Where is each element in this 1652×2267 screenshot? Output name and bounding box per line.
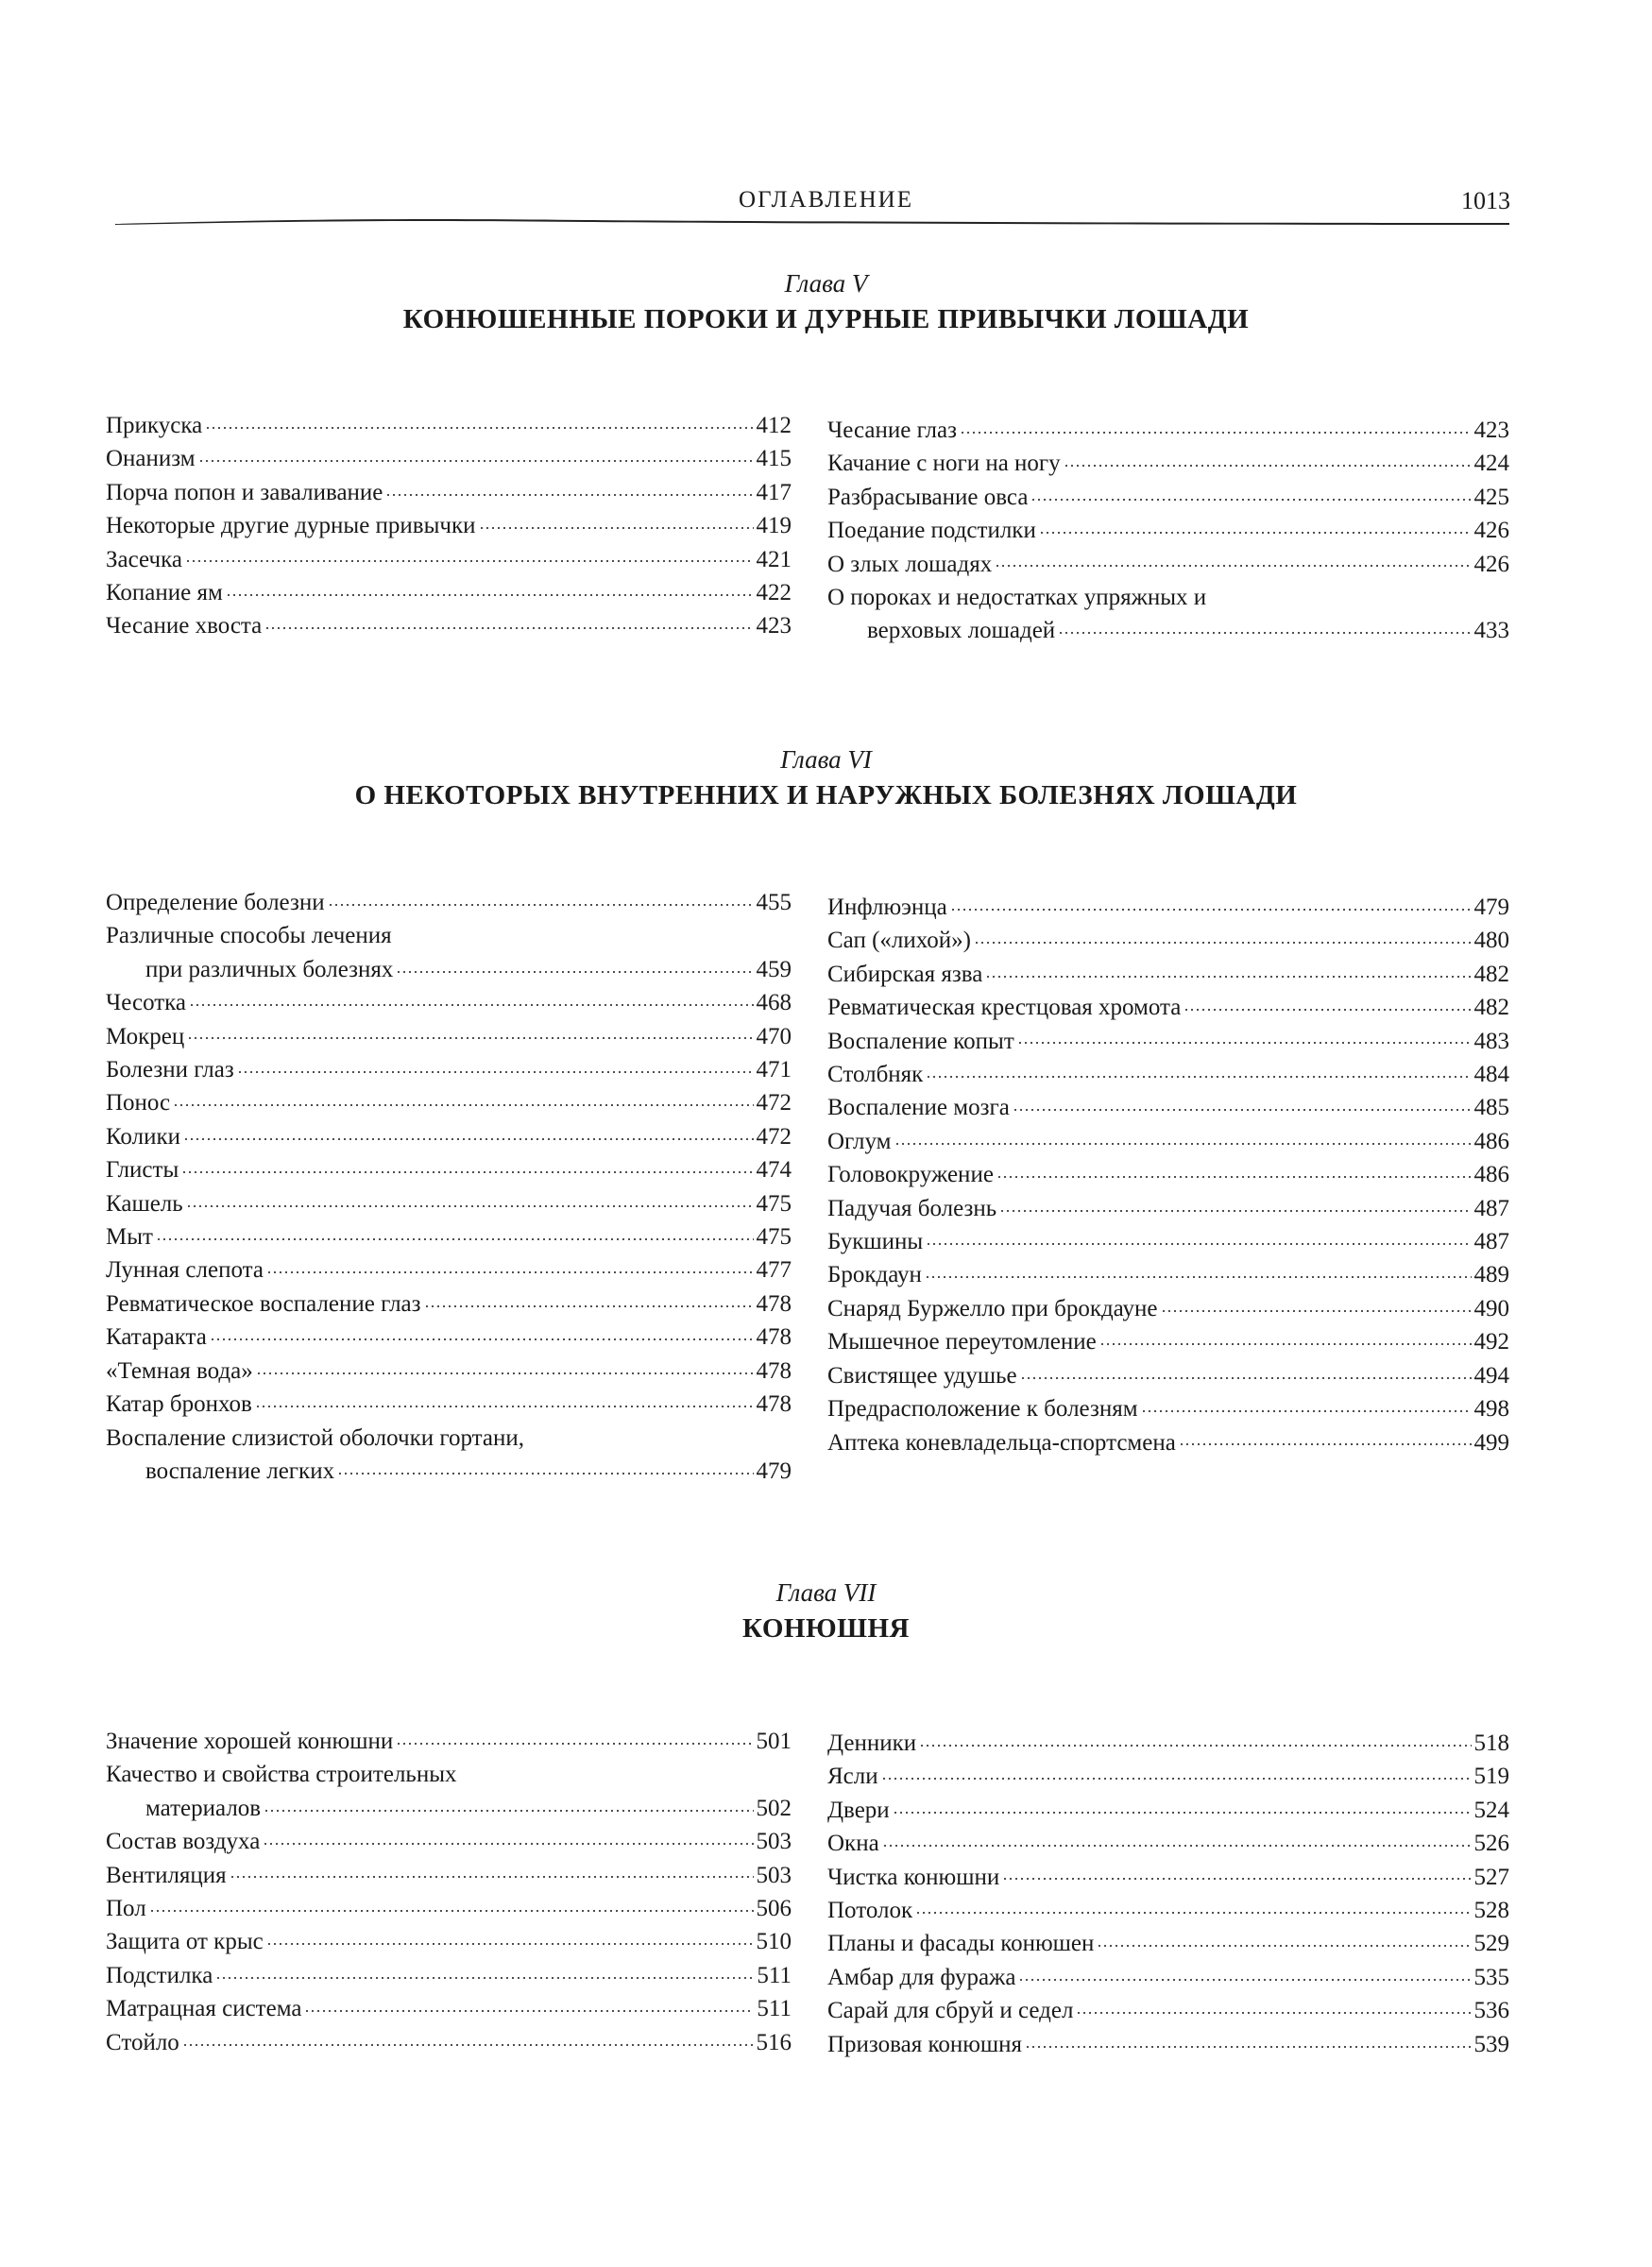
entry-page: 501	[756, 1729, 792, 1754]
entry-page: 468	[756, 990, 792, 1016]
entry-title: Букшины	[827, 1229, 924, 1255]
entry-page: 478	[756, 1357, 792, 1384]
entry-title: Воспаление слизистой оболочки гортани,	[106, 1424, 524, 1451]
entry-title: Потолок	[827, 1898, 913, 1924]
entry-page: 421	[756, 546, 792, 572]
dot-leader	[1058, 614, 1471, 638]
toc-entry[interactable]	[827, 891, 1509, 924]
toc-entry[interactable]	[827, 1192, 1509, 1225]
dot-leader	[186, 1187, 754, 1211]
entry-page: 426	[1473, 551, 1509, 577]
toc-entry[interactable]	[106, 1825, 792, 1858]
dot-leader	[926, 1058, 1471, 1082]
entry-page: 478	[756, 1391, 792, 1418]
entry-title: Аптека коневладельца-спортсмена	[827, 1429, 1176, 1456]
dot-leader	[230, 1859, 754, 1883]
entry-page: 494	[1473, 1362, 1509, 1389]
dot-leader	[1030, 481, 1471, 504]
entry-page: 484	[1473, 1062, 1509, 1088]
entry-title-continued: при различных болезнях	[145, 956, 394, 982]
toc-entry[interactable]	[827, 1359, 1509, 1392]
entry-title: О злых лошадях	[827, 551, 993, 577]
dot-leader	[1025, 2028, 1471, 2052]
dot-leader	[328, 886, 754, 910]
dot-leader	[919, 1727, 1471, 1750]
entry-title: Головокружение	[827, 1162, 994, 1188]
dot-leader	[149, 1892, 754, 1916]
dot-leader	[210, 1321, 754, 1344]
entry-title: Порча попон и заваливание	[106, 479, 383, 505]
toc-entry[interactable]	[106, 886, 792, 919]
toc-entry[interactable]	[106, 1153, 792, 1186]
toc-entry[interactable]	[106, 1725, 792, 1758]
entry-title: Значение хорошей конюшни	[106, 1729, 394, 1754]
entry-title: Предрасположение к болезням	[827, 1396, 1138, 1423]
dot-leader	[1097, 1927, 1471, 1951]
dot-leader	[1020, 1359, 1472, 1383]
dot-leader	[304, 1992, 754, 2016]
entry-title: Состав воздуха	[106, 1829, 261, 1855]
toc-entry[interactable]	[827, 1158, 1509, 1191]
entry-title: Качество и свойства строительных	[106, 1762, 457, 1788]
dot-leader	[1018, 1961, 1471, 1985]
entry-page: 482	[1473, 995, 1509, 1021]
entry-page: 486	[1473, 1162, 1509, 1188]
entry-title: Кашель	[106, 1190, 183, 1217]
entry-title: Катар бронхов	[106, 1391, 252, 1418]
entry-page: 474	[756, 1157, 792, 1184]
right-toc-column	[827, 414, 1509, 648]
entry-page: 422	[756, 580, 792, 606]
dot-leader	[985, 958, 1471, 981]
entry-title: Чесание глаз	[827, 418, 957, 443]
entry-title-continued: материалов	[145, 1795, 262, 1821]
toc-entry[interactable]	[827, 1927, 1509, 1960]
entry-title: Амбар для фуража	[827, 1964, 1016, 1990]
entry-page: 510	[756, 1929, 792, 1955]
dot-leader	[255, 1388, 754, 1411]
entry-title: Качание с ноги на ногу	[827, 451, 1061, 477]
entry-page: 498	[1473, 1396, 1509, 1423]
entry-title: Подстилка	[106, 1962, 213, 1988]
dot-leader	[974, 924, 1471, 947]
left-toc-column	[106, 1725, 792, 2059]
entry-page: 423	[1473, 418, 1509, 443]
entry-page: 471	[756, 1057, 792, 1083]
entry-page: 489	[1473, 1262, 1509, 1288]
toc-entry[interactable]	[827, 1025, 1509, 1058]
entry-page: 486	[1473, 1128, 1509, 1154]
entry-page: 487	[1473, 1195, 1509, 1221]
entry-page: 425	[1473, 484, 1509, 510]
dot-leader	[915, 1894, 1471, 1918]
toc-entry[interactable]	[827, 1392, 1509, 1425]
entry-page: 511	[757, 1962, 792, 1988]
toc-entry[interactable]	[106, 476, 792, 509]
entry-title: Ясли	[827, 1764, 878, 1790]
entry-title: Оглум	[827, 1128, 892, 1154]
entry-page: 536	[1473, 1998, 1509, 2024]
toc-entry[interactable]	[827, 1292, 1509, 1325]
entry-title: Свистящее удушье	[827, 1362, 1017, 1389]
entry-title: Стойло	[106, 2029, 179, 2055]
dot-leader	[996, 1158, 1472, 1182]
entry-title: Колики	[106, 1123, 180, 1150]
dot-leader	[1002, 1861, 1471, 1884]
dot-leader	[264, 1792, 753, 1815]
entry-page: 472	[756, 1123, 792, 1150]
entry-page: 503	[756, 1829, 792, 1855]
dot-leader	[173, 1086, 753, 1110]
toc-entry[interactable]	[827, 1058, 1509, 1091]
entry-page: 529	[1473, 1931, 1509, 1957]
entry-title-continued: верховых лошадей	[867, 618, 1056, 644]
toc-entry[interactable]	[106, 1020, 792, 1053]
toc-entry[interactable]	[827, 1091, 1509, 1124]
dot-leader	[1039, 514, 1472, 537]
dot-leader	[894, 1125, 1472, 1149]
entry-page: 433	[1473, 618, 1509, 644]
entry-title: Мокрец	[106, 1023, 185, 1049]
dot-leader	[183, 1120, 754, 1144]
entry-page: 482	[1473, 961, 1509, 987]
entry-title: Сап («лихой»)	[827, 928, 972, 954]
entry-title: Чесотка	[106, 990, 187, 1016]
dot-leader	[182, 2026, 754, 2050]
entry-title: Мыт	[106, 1224, 153, 1251]
toc-entry[interactable]	[106, 1422, 792, 1489]
entry-title: Планы и фасады конюшен	[827, 1931, 1095, 1957]
toc-entry[interactable]	[106, 1355, 792, 1388]
dot-leader	[1099, 1325, 1472, 1349]
dot-leader	[995, 548, 1471, 571]
dot-leader	[1179, 1426, 1472, 1450]
entry-title: Брокдаун	[827, 1262, 922, 1288]
toc-entry[interactable]	[827, 1894, 1509, 1927]
entry-page: 478	[756, 1290, 792, 1317]
toc-entry[interactable]	[106, 1220, 792, 1253]
toc-entry[interactable]	[106, 442, 792, 475]
toc-entry[interactable]	[827, 1225, 1509, 1258]
dot-leader	[926, 1225, 1471, 1249]
entry-page: 527	[1473, 1864, 1509, 1890]
dot-leader	[950, 891, 1472, 914]
dot-leader	[999, 1192, 1471, 1216]
dot-leader	[396, 953, 753, 977]
toc-entry[interactable]	[106, 1321, 792, 1354]
toc-entry[interactable]	[827, 1827, 1509, 1860]
entry-page: 539	[1473, 2031, 1509, 2057]
dot-leader	[237, 1053, 754, 1077]
entry-title: Воспаление копыт	[827, 1028, 1014, 1054]
entry-page: 423	[756, 613, 792, 639]
entry-title: О пороках и недостатках упряжных и	[827, 585, 1207, 611]
entry-page: 475	[756, 1224, 792, 1251]
toc-entry[interactable]	[827, 1861, 1509, 1894]
entry-title: Некоторые другие дурные привычки	[106, 513, 476, 539]
toc-entry[interactable]	[106, 1992, 792, 2025]
entry-title: Глисты	[106, 1157, 179, 1184]
entry-page: 417	[756, 479, 792, 505]
toc-entry[interactable]	[106, 509, 792, 542]
dot-leader	[1013, 1091, 1472, 1115]
toc-entry[interactable]	[106, 1053, 792, 1086]
toc-entry[interactable]	[106, 2026, 792, 2059]
toc-entry[interactable]	[106, 1187, 792, 1220]
dot-leader	[263, 1825, 753, 1849]
toc-entry[interactable]	[827, 958, 1509, 991]
dot-leader	[1076, 1994, 1471, 2018]
entry-page: 479	[1473, 895, 1509, 920]
entry-page: 499	[1473, 1429, 1509, 1456]
dot-leader	[205, 409, 753, 433]
entry-page: 426	[1473, 518, 1509, 544]
entry-title: Падучая болезнь	[827, 1195, 997, 1221]
entry-title: Воспаление мозга	[827, 1095, 1010, 1121]
entry-page: 479	[756, 1457, 792, 1484]
entry-title: Инфлюэнца	[827, 895, 947, 920]
toc-entry[interactable]	[106, 1388, 792, 1421]
entry-page: 483	[1473, 1028, 1509, 1054]
toc-entry[interactable]	[106, 1287, 792, 1321]
dot-leader	[1141, 1392, 1472, 1416]
chapter-title: О НЕКОТОРЫХ ВНУТРЕННИХ И НАРУЖНЫХ БОЛЕЗНЯХ ЛОШАДИ	[354, 780, 1298, 810]
dot-leader	[893, 1794, 1472, 1817]
chapter-label: Глава V	[784, 269, 868, 298]
entry-title: Столбняк	[827, 1062, 924, 1088]
page-number: 1013	[1461, 187, 1510, 214]
dot-leader	[215, 1959, 754, 1983]
entry-title: Лунная слепота	[106, 1257, 264, 1284]
entry-title: Сибирская язва	[827, 961, 983, 987]
entry-page: 519	[1473, 1764, 1509, 1790]
entry-title: Онанизм	[106, 446, 196, 472]
dot-leader	[156, 1220, 754, 1244]
entry-page: 480	[1473, 928, 1509, 954]
toc-entry[interactable]	[827, 1994, 1509, 2027]
entry-title: Катаракта	[106, 1324, 207, 1351]
entry-page: 490	[1473, 1295, 1509, 1321]
left-toc-column	[106, 409, 792, 643]
right-toc-column	[827, 1727, 1509, 2061]
toc-entry[interactable]	[106, 1758, 792, 1825]
entry-title: Мышечное переутомление	[827, 1329, 1097, 1355]
dot-leader	[266, 1253, 754, 1277]
entry-title: Денники	[827, 1730, 917, 1756]
dot-leader	[1184, 991, 1471, 1014]
toc-entry[interactable]	[827, 514, 1509, 547]
entry-page: 503	[756, 1862, 792, 1888]
dot-leader	[189, 986, 753, 1010]
entry-title: Копание ям	[106, 580, 223, 606]
entry-title: Окна	[827, 1831, 879, 1857]
entry-title: Ревматическая крестцовая хромота	[827, 995, 1182, 1021]
chapter-heading	[0, 266, 1652, 338]
toc-entry[interactable]	[827, 1325, 1509, 1358]
entry-page: 524	[1473, 1797, 1509, 1823]
toc-entry[interactable]	[827, 548, 1509, 581]
entry-page: 477	[756, 1257, 792, 1284]
entry-title: Ревматическое воспаление глаз	[106, 1290, 421, 1317]
entry-title: Защита от крыс	[106, 1929, 264, 1955]
entry-page: 502	[756, 1795, 792, 1821]
entry-page: 526	[1473, 1831, 1509, 1857]
dot-leader	[226, 576, 754, 600]
entry-title: «Темная вода»	[106, 1357, 253, 1384]
entry-title: Сарай для сбруй и седел	[827, 1998, 1074, 2024]
dot-leader	[882, 1827, 1472, 1850]
dot-leader	[266, 1925, 754, 1949]
toc-entry[interactable]	[106, 1086, 792, 1119]
entry-page: 419	[756, 513, 792, 539]
entry-page: 535	[1473, 1964, 1509, 1990]
dot-leader	[337, 1455, 753, 1478]
chapter-label: Глава VII	[775, 1578, 877, 1607]
chapter-title: КОНЮШЕННЫЕ ПОРОКИ И ДУРНЫЕ ПРИВЫЧКИ ЛОШАДИ	[402, 304, 1250, 334]
entry-title: Чистка конюшни	[827, 1864, 1000, 1890]
dot-leader	[424, 1287, 754, 1311]
left-toc-column	[106, 886, 792, 1488]
toc-entry[interactable]	[106, 543, 792, 576]
entry-title: Различные способы лечения	[106, 923, 392, 949]
entry-title: Пол	[106, 1896, 146, 1922]
toc-entry[interactable]	[827, 924, 1509, 957]
chapter-title: КОНЮШНЯ	[742, 1613, 910, 1644]
entry-title: Засечка	[106, 546, 182, 572]
entry-page: 528	[1473, 1898, 1509, 1924]
entry-page: 455	[756, 890, 792, 915]
toc-entry[interactable]	[106, 609, 792, 642]
dot-leader	[385, 476, 753, 500]
dot-leader	[1161, 1292, 1472, 1316]
entry-page: 472	[756, 1090, 792, 1116]
toc-entry[interactable]	[827, 2028, 1509, 2061]
entry-page: 412	[756, 413, 792, 438]
dot-leader	[198, 442, 754, 466]
toc-entry[interactable]	[106, 986, 792, 1019]
dot-leader	[396, 1725, 753, 1748]
entry-title: Определение болезни	[106, 890, 325, 915]
entry-page: 424	[1473, 451, 1509, 477]
toc-entry[interactable]	[106, 1253, 792, 1287]
toc-entry[interactable]	[827, 447, 1509, 480]
entry-page: 518	[1473, 1730, 1509, 1756]
toc-entry[interactable]	[106, 576, 792, 609]
toc-entry[interactable]	[106, 1892, 792, 1925]
toc-entry[interactable]	[827, 1794, 1509, 1827]
dot-leader	[264, 609, 753, 633]
running-title: ОГЛАВЛЕНИЕ	[739, 187, 913, 213]
toc-entry[interactable]	[827, 1426, 1509, 1459]
toc-entry[interactable]	[106, 1120, 792, 1153]
entry-title: Болезни глаз	[106, 1057, 234, 1083]
dot-leader	[925, 1258, 1472, 1282]
chapter-heading	[0, 742, 1652, 814]
entry-title-continued: воспаление легких	[145, 1457, 335, 1484]
entry-title: Прикуска	[106, 413, 203, 438]
entry-page: 475	[756, 1190, 792, 1217]
toc-entry[interactable]	[106, 409, 792, 442]
entry-page: 492	[1473, 1329, 1509, 1355]
toc-entry[interactable]	[827, 1727, 1509, 1760]
header-rule	[115, 217, 1509, 227]
entry-page: 506	[756, 1896, 792, 1922]
chapter-label: Глава VI	[780, 745, 872, 774]
toc-entry[interactable]	[106, 1959, 792, 1992]
entry-page: 511	[757, 1996, 792, 2022]
dot-leader	[256, 1355, 754, 1378]
right-toc-column	[827, 891, 1509, 1459]
entry-page: 459	[756, 956, 792, 982]
entry-title: Вентиляция	[106, 1862, 227, 1888]
entry-title: Матрацная система	[106, 1996, 302, 2022]
entry-title: Призовая конюшня	[827, 2031, 1023, 2057]
dot-leader	[1064, 447, 1472, 470]
chapter-heading	[0, 1576, 1652, 1647]
entry-title: Поедание подстилки	[827, 518, 1036, 544]
toc-entry[interactable]	[827, 581, 1509, 648]
dot-leader	[185, 543, 754, 567]
entry-page: 487	[1473, 1229, 1509, 1255]
toc-entry[interactable]	[827, 1961, 1509, 1994]
toc-entry[interactable]	[827, 481, 1509, 514]
entry-title: Понос	[106, 1090, 171, 1116]
toc-entry[interactable]	[827, 1125, 1509, 1158]
entry-page: 415	[756, 446, 792, 472]
toc-entry[interactable]	[106, 919, 792, 986]
entry-title: Двери	[827, 1797, 890, 1823]
dot-leader	[1017, 1025, 1472, 1048]
toc-entry[interactable]	[106, 1925, 792, 1958]
entry-title: Чесание хвоста	[106, 613, 263, 639]
toc-entry[interactable]	[827, 1760, 1509, 1793]
dot-leader	[881, 1760, 1472, 1783]
entry-page: 478	[756, 1324, 792, 1351]
toc-entry[interactable]	[106, 1859, 792, 1892]
entry-page: 470	[756, 1023, 792, 1049]
entry-title: Снаряд Буржелло при брокдауне	[827, 1295, 1158, 1321]
entry-title: Разбрасывание овса	[827, 484, 1029, 510]
toc-entry[interactable]	[827, 1258, 1509, 1291]
dot-leader	[181, 1153, 753, 1177]
toc-entry[interactable]	[827, 991, 1509, 1024]
dot-leader	[479, 509, 754, 533]
toc-entry[interactable]	[827, 414, 1509, 447]
dot-leader	[187, 1020, 753, 1044]
entry-page: 516	[756, 2029, 792, 2055]
dot-leader	[960, 414, 1472, 437]
entry-page: 485	[1473, 1095, 1509, 1121]
